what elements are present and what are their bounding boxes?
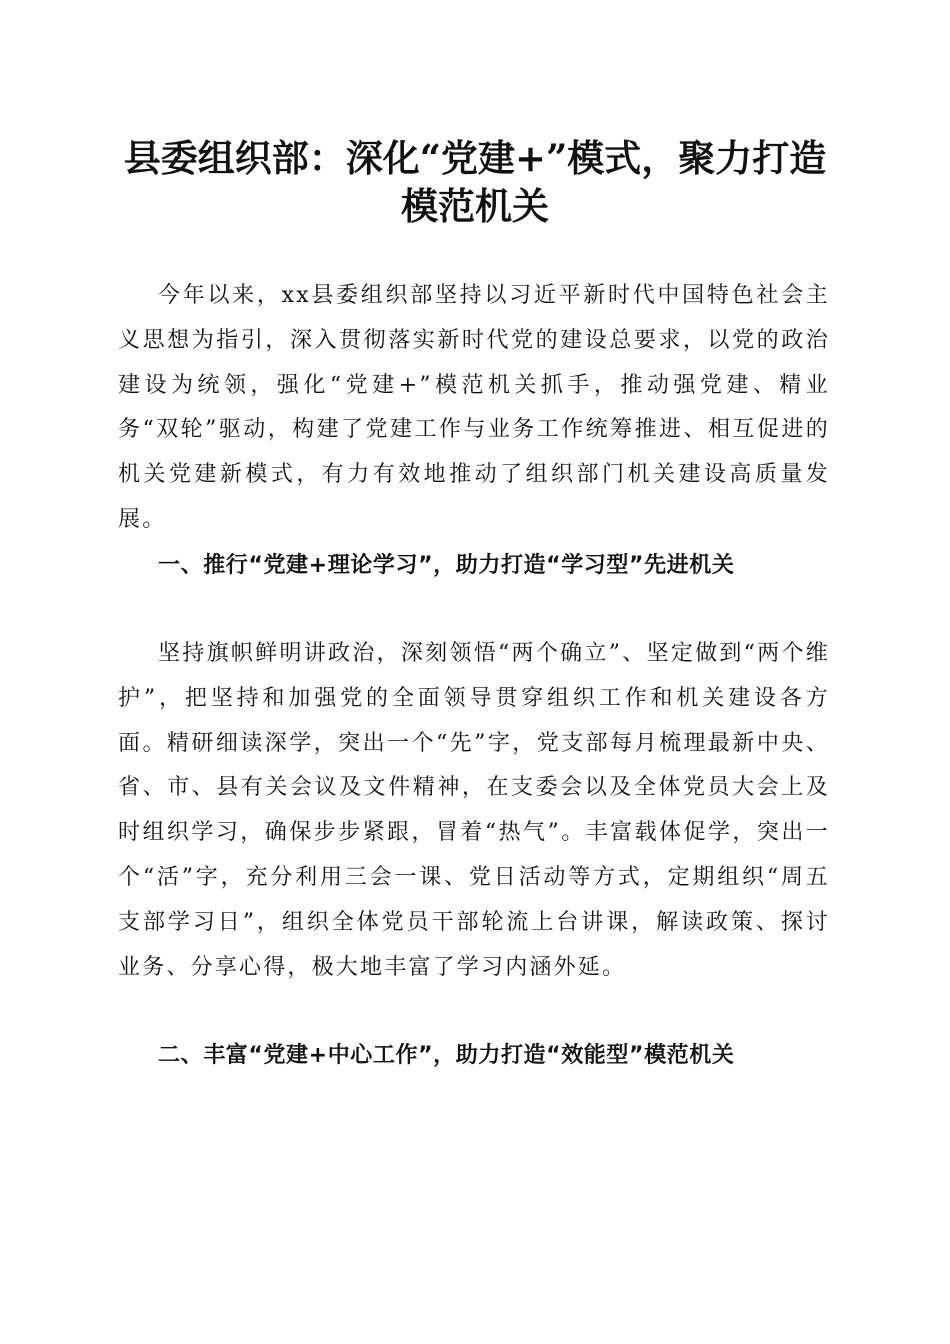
- section-heading-2: 二、丰富“党建+中心工作”，助力打造“效能型”模范机关: [158, 1043, 735, 1068]
- title-line-2: 模范机关: [401, 184, 549, 228]
- document-title: [100, 134, 850, 230]
- intro-paragraph: 今年以来，xx县委组织部坚持以习近平新时代中国特色社会主义思想为指引，深入贯彻落实新时代党的建设总要求，以党的政治建设为统领，强化“党建+”模范机关抓手，推动强党建、精业务“双轮”驱动，构建了党建工作与业务工作统筹推进、相互促进的机关党建新模式，有力有效地推动了组织部门机关建设高质量发展。: [118, 283, 830, 532]
- section-1-paragraph: 坚持旗帜鲜明讲政治，深刻领悟“两个确立”、坚定做到“两个维护”，把坚持和加强党的全面领导贯穿组织工作和机关建设各方面。精研细读深学，突出一个“先”字，党支部每月梳理最新中央、省、市、县有关会议及文件精神，在支委会以及全体党员大会上及时组织学习，确保步步紧跟，冒着“热气”。丰富载体促学，突出一个“活”字，充分利用三会一课、党日活动等方式，定期组织“周五支部学习日”，组织全体党员干部轮流上台讲课，解读政策、探讨业务、分享心得，极大地丰富了学习内涵外延。: [118, 641, 830, 980]
- title-line-1: 县委组织部：深化“党建+”模式，聚力打造: [123, 136, 827, 180]
- section-heading-1: 一、推行“党建+理论学习”，助力打造“学习型”先进机关: [158, 553, 735, 578]
